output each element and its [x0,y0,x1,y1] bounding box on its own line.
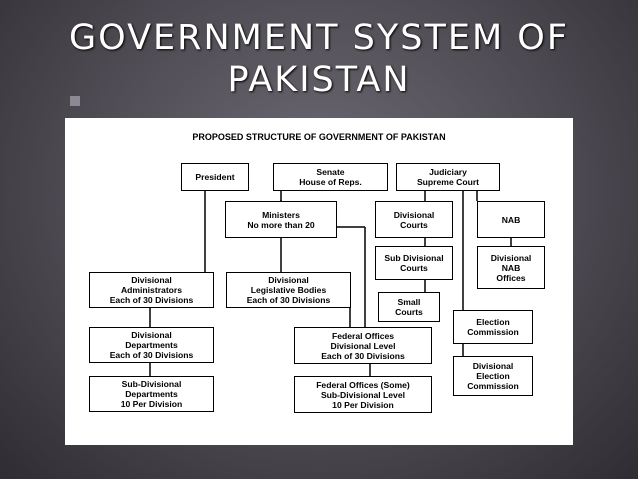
divisional-election-commission-box: Divisional Election Commission [453,356,533,396]
divisional-administrators-box: Divisional Administrators Each of 30 Divisions [89,272,214,308]
divisional-nab-offices-box: Divisional NAB Offices [477,246,545,289]
sub-divisional-courts-box: Sub Divisional Courts [375,246,453,280]
federal-offices-divisional-box: Federal Offices Divisional Level Each of 30 Divisions [294,327,432,364]
nab-box: NAB [477,201,545,238]
ministers-box: Ministers No more than 20 [225,201,337,238]
divisional-courts-box: Divisional Courts [375,201,453,238]
divisional-departments-box: Divisional Departments Each of 30 Divisions [89,327,214,363]
judiciary-box: Judiciary Supreme Court [396,163,500,191]
divisional-legislative-bodies-box: Divisional Legislative Bodies Each of 30 Divisions [226,272,351,308]
slide-title-line-2: PAKISTAN [227,60,411,100]
small-courts-box: Small Courts [378,292,440,322]
chart-heading: PROPOSED STRUCTURE OF GOVERNMENT OF PAKISTAN [192,132,446,142]
sub-divisional-departments-box: Sub-Divisional Departments 10 Per Division [89,376,214,412]
election-commission-box: Election Commission [453,310,533,344]
president-box: President [181,163,249,191]
decorative-square [70,96,80,106]
senate-box: Senate House of Reps. [273,163,388,191]
federal-offices-sub-divisional-box: Federal Offices (Some) Sub-Divisional Level 10 Per Division [294,376,432,413]
org-chart-panel [65,118,573,445]
slide-title-line-1: GOVERNMENT SYSTEM OF [69,18,569,58]
